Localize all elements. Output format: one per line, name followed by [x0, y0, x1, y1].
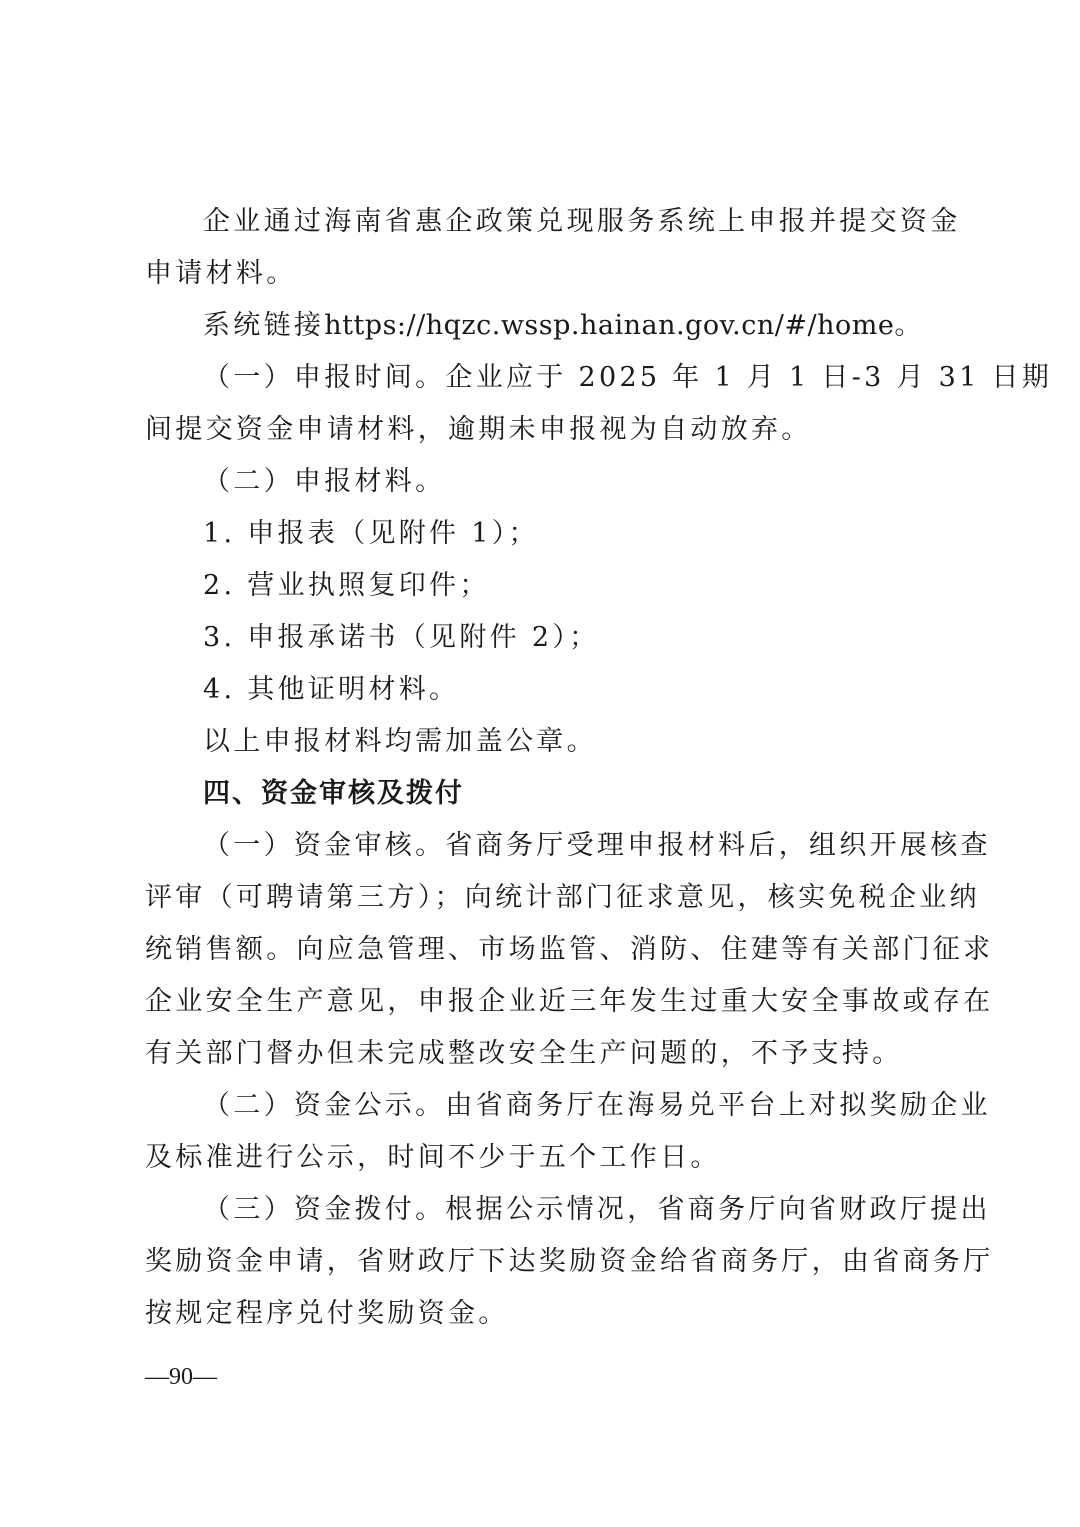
system-link-label: 系统链接: [203, 310, 325, 341]
review-line-2: 评审（可聘请第三方）；向统计部门征求意见，核实免税企业纳: [145, 882, 980, 913]
system-link-url[interactable]: https://hqzc.wssp.hainan.gov.cn/#/home: [324, 310, 895, 341]
materials-item-1: 1. 申报表（见附件 1）；: [203, 518, 539, 549]
materials-item-2: 2. 营业执照复印件；: [203, 570, 490, 601]
document-page: [145, 196, 1053, 1340]
disbursement-line-2: 奖励资金申请，省财政厅下达奖励资金给省商务厅，由省商务厅: [145, 1246, 994, 1277]
intro-paragraph-line-1: 企业通过海南省惠企政策兑现服务系统上申报并提交资金: [203, 206, 961, 237]
review-line-3: 统销售额。向应急管理、市场监管、消防、住建等有关部门征求: [145, 934, 994, 965]
system-link-paragraph: [145, 300, 945, 352]
materials-item-4: 4. 其他证明材料。: [203, 674, 460, 705]
publicity-line-2: 及标准进行公示，时间不少于五个工作日。: [145, 1142, 721, 1173]
application-time-line-1: （一）申报时间。企业应于 2025 年 1 月 1 日-3 月 31 日期: [203, 362, 1053, 393]
materials-title: （二）申报材料。: [203, 466, 446, 497]
review-line-1: （一）资金审核。省商务厅受理申报材料后，组织开展核查: [203, 830, 991, 861]
application-time-line-2: 间提交资金申请材料，逾期未申报视为自动放弃。: [145, 414, 812, 445]
materials-note: 以上申报材料均需加盖公章。: [203, 726, 597, 757]
publicity-line-1: （二）资金公示。由省商务厅在海易兑平台上对拟奖励企业: [203, 1090, 991, 1121]
intro-paragraph-line-2: 申请材料。: [145, 258, 297, 289]
disbursement-line-3: 按规定程序兑付奖励资金。: [145, 1298, 509, 1329]
review-line-5: 有关部门督办但未完成整改安全生产问题的，不予支持。: [145, 1038, 903, 1069]
materials-item-3: 3. 申报承诺书（见附件 2）；: [203, 622, 600, 653]
page-number: —90—: [145, 1364, 217, 1390]
section-heading-review-disbursement: 四、资金审核及拨付: [203, 778, 464, 809]
review-line-4: 企业安全生产意见，申报企业近三年发生过重大安全事故或存在: [145, 986, 994, 1017]
disbursement-line-1: （三）资金拨付。根据公示情况，省商务厅向省财政厅提出: [203, 1194, 991, 1225]
system-link-end: 。: [894, 310, 925, 341]
